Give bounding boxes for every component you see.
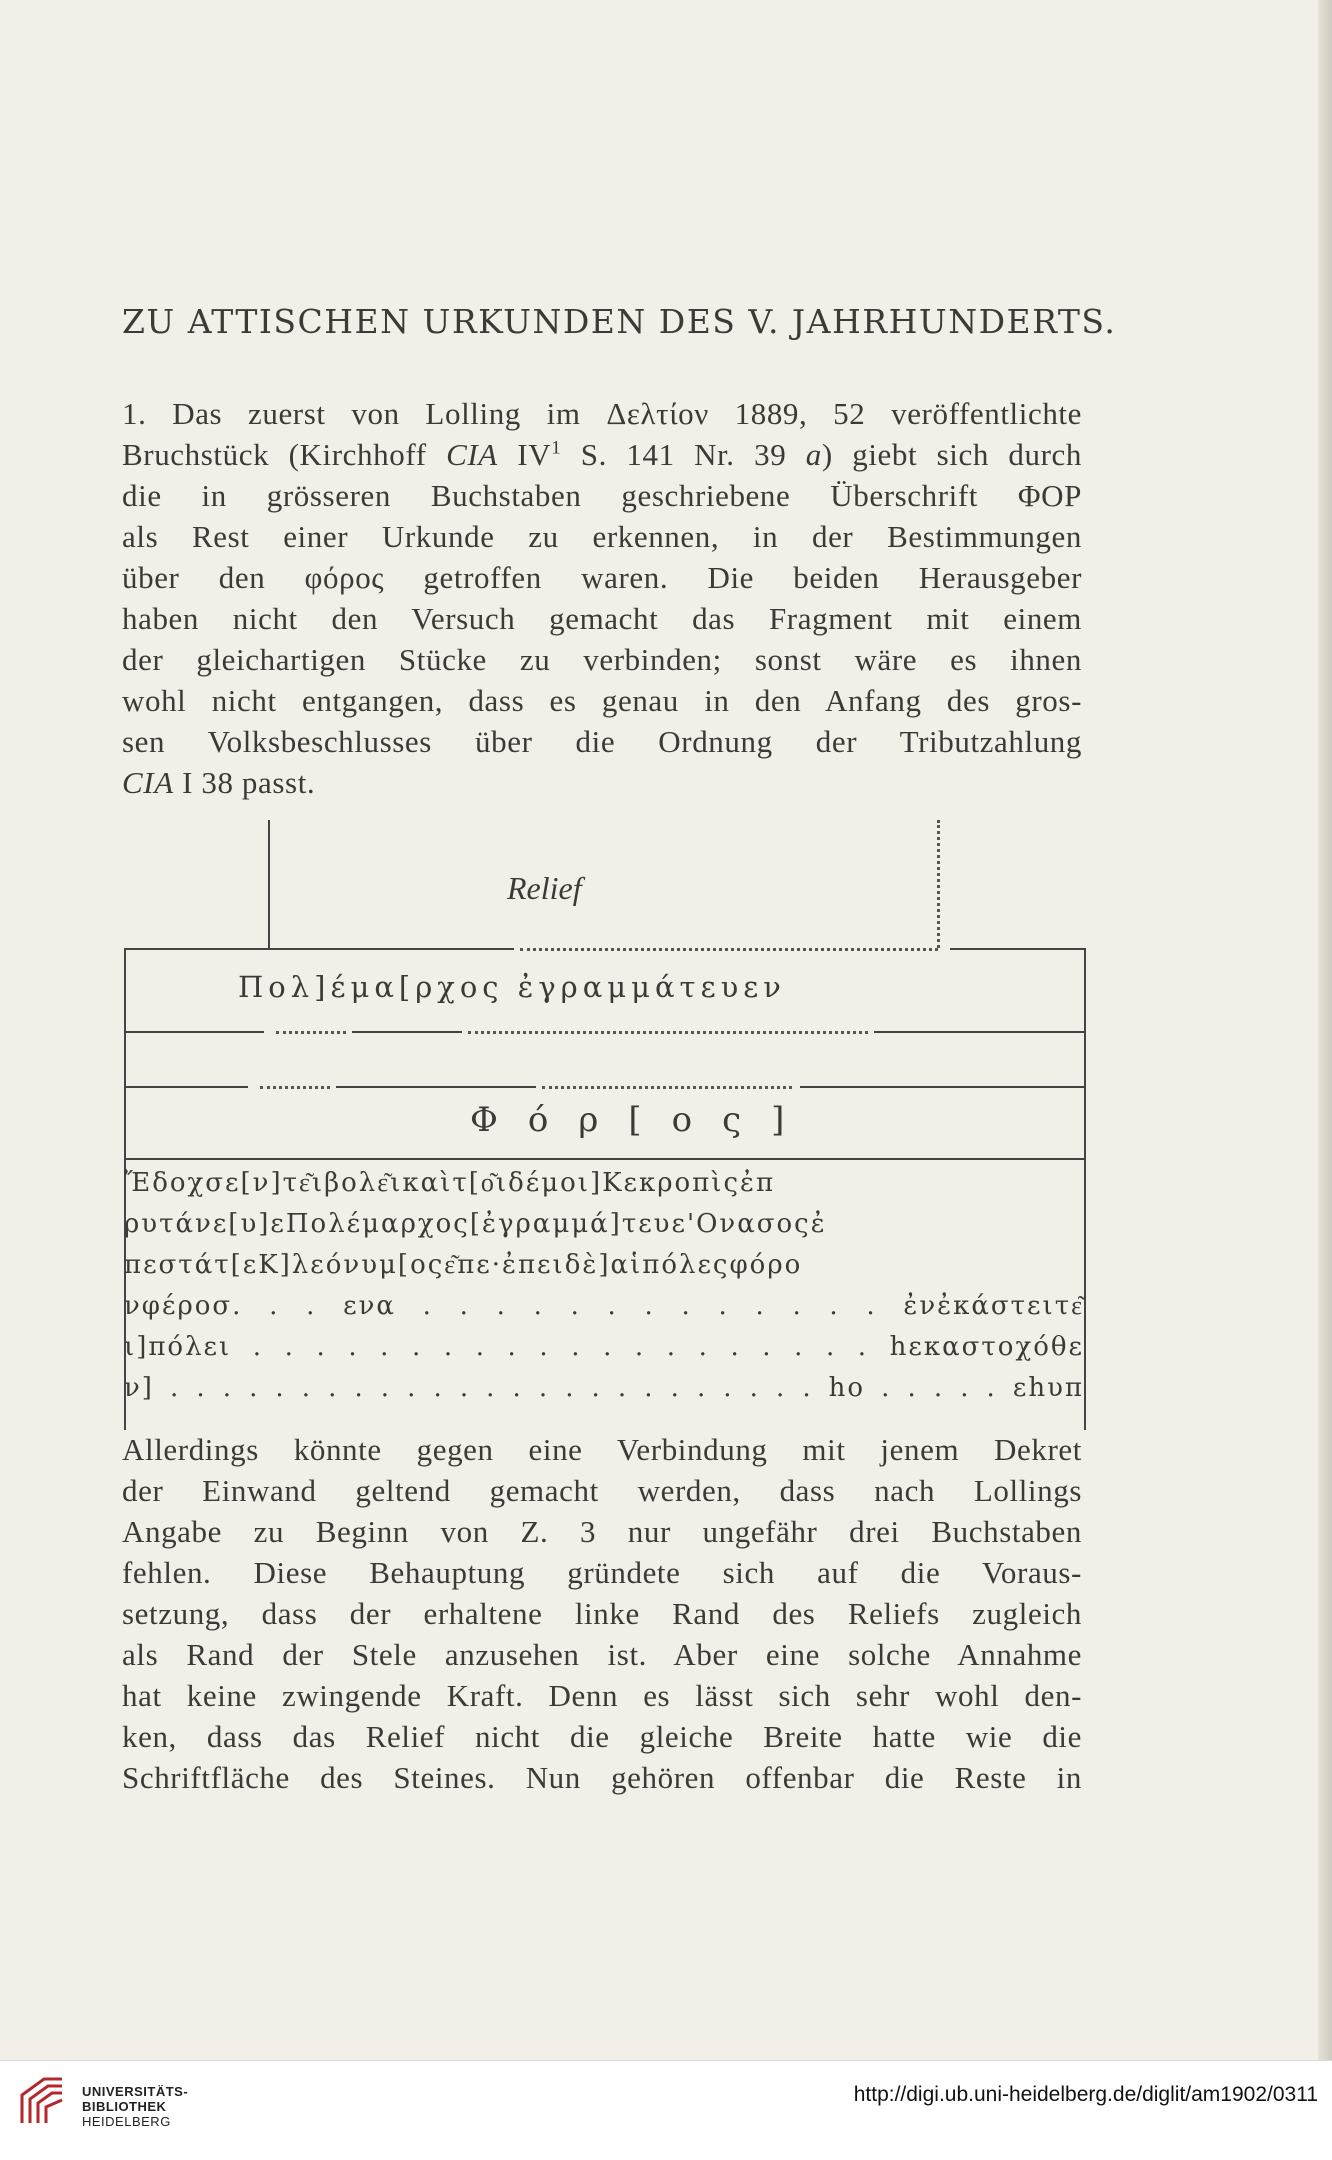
inscription-text-line: πεστάτ[εΚ]λεόνυμ[οςε͂πε·ἐπειδὲ]αἱπόλεςφόρο [124, 1250, 803, 1280]
para1-line: haben nicht den Versuch gemacht das Fragment mit einem [122, 601, 1082, 636]
rule [950, 948, 1084, 950]
library-name[interactable]: UNIVERSITÄTS- BIBLIOTHEK HEIDELBERG [82, 2084, 189, 2129]
dotted-rule [520, 948, 938, 954]
para1-line: sen Volksbeschlusses über die Ordnung der Tributzahlung [122, 724, 1082, 759]
inscription-text-line: Ἔδοχσε[ν]τε͂ιβολε͂ικαὶτ[ο͂ιδέμοι]Κεκροπὶςἐπ [124, 1168, 776, 1198]
para2-line: der Einwand geltend gemacht werden, dass nach Lollings [122, 1473, 1082, 1508]
page-title: ZU ATTISCHEN URKUNDEN DES V. JAHRHUNDERTS. [122, 302, 1117, 341]
university-library-logo-icon[interactable] [14, 2073, 70, 2129]
para1-line: Bruchstück (Kirchhoff CIA $IV^1$ S. 141 Nr. 39 a) giebt sich durch [122, 437, 1083, 472]
inscription-heading: Φόρ[ος] [470, 1100, 815, 1140]
rule [336, 1086, 536, 1088]
inscription-text-line: ν] . . . . . . . . . . . . . . . . . . . . . . . . . hο . . . . . εhυπ [124, 1373, 1084, 1403]
para2-line: ken, dass das Relief nicht die gleiche Breite hatte wie die [122, 1719, 1082, 1754]
para2-line: setzung, dass der erhaltene linke Rand des Reliefs zugleich [122, 1596, 1082, 1631]
dotted-rule [468, 1031, 868, 1037]
para1-line: die in grösseren Buchstaben geschriebene Überschrift ΦΟΡ [122, 478, 1082, 513]
para2-line: hat keine zwingende Kraft. Denn es lässt sich sehr wohl den- [122, 1678, 1082, 1713]
dotted-rule [276, 1031, 346, 1037]
inscription-text-line: νφέροσ. . . ενα . . . . . . . . . . . . . ἐνἐκάστειτε͂ [124, 1291, 1084, 1321]
para1-line: wohl nicht entgangen, dass es genau in den Anfang des gros- [122, 683, 1082, 718]
permalink-url[interactable]: http://digi.ub.uni-heidelberg.de/diglit/am1902/0311 [853, 2083, 1318, 2106]
para1-line: als Rest einer Urkunde zu erkennen, in der Bestimmungen [122, 519, 1082, 554]
page-edge [1318, 0, 1332, 2060]
para2-line: als Rand der Stele anzusehen ist. Aber eine solche Annahme [122, 1637, 1082, 1672]
inscription-text-line: ρυτάνε[υ]εΠολέμαρχος[ἐγραμμά]τευε'Ονασοςἐ [124, 1209, 827, 1239]
relief-label: Relief [507, 870, 582, 906]
para1-line: 1. Das zuerst von Lolling im Δελτίον 1889, 52 veröffentlichte [122, 396, 1082, 431]
paragraph-2 [122, 1429, 1082, 1798]
rule [124, 1086, 248, 1088]
para2-line: Schriftfläche des Steines. Nun gehören offenbar die Reste in [122, 1760, 1082, 1795]
rule [800, 1086, 1084, 1088]
rule [124, 1031, 264, 1033]
para1-line: über den φόρος getroffen waren. Die beiden Herausgeber [122, 560, 1082, 595]
relief-left-border [268, 820, 270, 948]
inscription-line-1: Πολ]έμα[ρχος ἐγραμμάτευεν [238, 970, 786, 1004]
para1-line: der gleichartigen Stücke zu verbinden; sonst wäre es ihnen [122, 642, 1082, 677]
inscription-text-line: ι]πόλει . . . . . . . . . . . . . . . . . . . . hεκαστοχόθε [124, 1332, 1084, 1362]
para2-line: Allerdings könnte gegen eine Verbindung mit jenem Dekret [122, 1432, 1082, 1467]
rule [124, 1158, 1084, 1160]
dotted-rule [542, 1086, 792, 1092]
para1-line: CIA I 38 passt. [122, 765, 316, 800]
viewer-footer [0, 2060, 1332, 2160]
para2-line: fehlen. Diese Behauptung gründete sich auf die Voraus- [122, 1555, 1082, 1590]
paragraph-1 [122, 393, 1082, 803]
rule [874, 1031, 1084, 1033]
frame-right [1084, 948, 1086, 1430]
rule [352, 1031, 462, 1033]
rule [124, 948, 514, 950]
relief-right-dotted [937, 820, 943, 948]
para2-line: Angabe zu Beginn von Z. 3 nur ungefähr drei Buchstaben [122, 1514, 1082, 1549]
dotted-rule [260, 1086, 330, 1092]
